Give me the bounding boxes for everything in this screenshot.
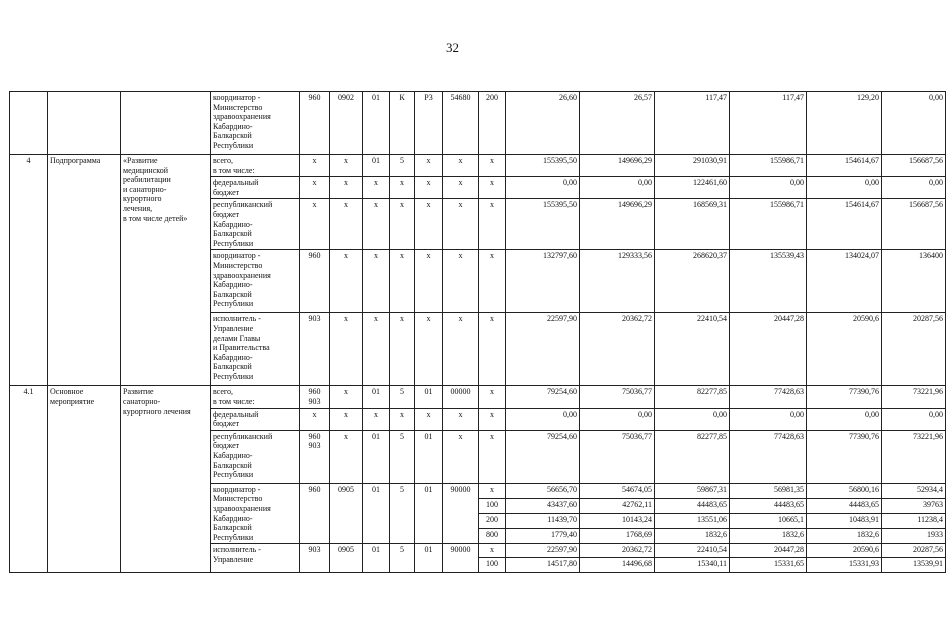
table-cell: 77428,63	[730, 386, 807, 408]
table-cell: 20590,6	[807, 544, 882, 558]
table-cell: 56656,70	[506, 483, 580, 498]
table-cell: х	[300, 177, 330, 199]
table-cell: х	[390, 250, 415, 313]
table-cell: 54674,05	[580, 483, 655, 498]
table-cell: 01	[415, 544, 443, 573]
table-cell: 155986,71	[730, 199, 807, 250]
table-cell: 90000	[443, 483, 479, 544]
table-cell: 11238,4	[882, 514, 946, 529]
table-cell: 200	[479, 514, 506, 529]
table-cell: координатор - Министерство здравоохранения Кабардино- Балкарской Республики	[211, 483, 300, 544]
table-cell: 82277,85	[655, 386, 730, 408]
table-cell: 122461,60	[655, 177, 730, 199]
table-cell: 960	[300, 483, 330, 544]
page-number: 32	[446, 40, 459, 55]
table-cell: 1779,40	[506, 529, 580, 544]
table-cell: х	[443, 313, 479, 386]
table-cell: 10143,24	[580, 514, 655, 529]
table-cell: 960 903	[300, 386, 330, 408]
table-cell: 11439,70	[506, 514, 580, 529]
table-cell: 14517,80	[506, 558, 580, 573]
table-cell: 44483,65	[807, 498, 882, 513]
table-cell: х	[479, 313, 506, 386]
table-cell: 22597,90	[506, 313, 580, 386]
table-cell: х	[479, 408, 506, 430]
table-cell	[121, 92, 211, 155]
table-cell: 149696,29	[580, 155, 655, 177]
table-cell: х	[479, 250, 506, 313]
table-cell	[48, 92, 121, 155]
table-cell: всего, в том числе:	[211, 386, 300, 408]
table-cell: Основное мероприятие	[48, 386, 121, 573]
table-row	[10, 155, 946, 177]
table-cell: 5	[390, 155, 415, 177]
table-cell: 01	[415, 386, 443, 408]
table-cell: 52934,4	[882, 483, 946, 498]
table-cell: 14496,68	[580, 558, 655, 573]
table-cell: 43437,60	[506, 498, 580, 513]
table-body	[10, 92, 946, 573]
table-cell: республиканский бюджет Кабардино- Балкарской Республики	[211, 430, 300, 483]
table-cell: 5	[390, 386, 415, 408]
table-cell: 0,00	[882, 408, 946, 430]
table-cell: 39763	[882, 498, 946, 513]
table-cell: 0,00	[506, 408, 580, 430]
table-cell: 77390,76	[807, 430, 882, 483]
table-cell: 0,00	[580, 408, 655, 430]
table-cell: 0,00	[807, 408, 882, 430]
table-cell: 136400	[882, 250, 946, 313]
table-cell: 155395,50	[506, 155, 580, 177]
table-cell: 42762,11	[580, 498, 655, 513]
table-cell: 75036,77	[580, 386, 655, 408]
table-cell: 0902	[330, 92, 363, 155]
table-cell: 129,20	[807, 92, 882, 155]
table-cell: х	[479, 544, 506, 558]
table-cell: х	[390, 313, 415, 386]
table-cell: 10483,91	[807, 514, 882, 529]
table-cell: Развитие санаторно- курортного лечения	[121, 386, 211, 573]
table-cell: всего, в том числе:	[211, 155, 300, 177]
table-cell: 56981,35	[730, 483, 807, 498]
table-cell: 0,00	[807, 177, 882, 199]
table-cell: 903	[300, 313, 330, 386]
table-cell: 1832,6	[655, 529, 730, 544]
table-cell: 00000	[443, 386, 479, 408]
table-cell: 59867,31	[655, 483, 730, 498]
table-cell: х	[415, 177, 443, 199]
table-cell: 44483,65	[730, 498, 807, 513]
table-cell: 44483,65	[655, 498, 730, 513]
table-cell: х	[443, 199, 479, 250]
table-cell: 0,00	[506, 177, 580, 199]
table-cell: 5	[390, 483, 415, 544]
table-cell: 0,00	[730, 408, 807, 430]
table-cell	[10, 92, 48, 155]
table-cell: 90000	[443, 544, 479, 573]
table-cell: 54680	[443, 92, 479, 155]
table-cell: 134024,07	[807, 250, 882, 313]
table-cell: х	[479, 430, 506, 483]
table-cell: х	[443, 430, 479, 483]
table-cell: «Развитие медицинской реабилитации и санаторно- курортного лечения, в том числе детей»	[121, 155, 211, 386]
table-cell: 100	[479, 558, 506, 573]
table-cell: х	[479, 199, 506, 250]
table-cell: 0,00	[882, 177, 946, 199]
table-cell: х	[390, 199, 415, 250]
table-cell: 20287,56	[882, 544, 946, 558]
table-cell: 960	[300, 92, 330, 155]
table-cell: 154614,67	[807, 155, 882, 177]
table-cell: х	[479, 155, 506, 177]
table-cell: 168569,31	[655, 199, 730, 250]
table-cell: 800	[479, 529, 506, 544]
table-cell: 0,00	[655, 408, 730, 430]
table-cell: 268620,37	[655, 250, 730, 313]
table-cell: х	[443, 250, 479, 313]
table-cell: 01	[363, 483, 390, 544]
table-cell: 903	[300, 544, 330, 573]
table-cell: 129333,56	[580, 250, 655, 313]
table-cell: х	[443, 177, 479, 199]
table-cell: 22597,90	[506, 544, 580, 558]
table-cell: 155986,71	[730, 155, 807, 177]
table-cell: 117,47	[655, 92, 730, 155]
table-cell: 100	[479, 498, 506, 513]
budget-table	[9, 91, 946, 573]
table-cell: 77390,76	[807, 386, 882, 408]
table-cell: х	[415, 155, 443, 177]
table-cell: 73221,96	[882, 430, 946, 483]
table-cell: х	[363, 250, 390, 313]
table-cell: 155395,50	[506, 199, 580, 250]
table-cell: 73221,96	[882, 386, 946, 408]
table-cell: 1768,69	[580, 529, 655, 544]
table-row	[10, 92, 946, 155]
table-cell: 0,00	[730, 177, 807, 199]
table-cell: 56800,16	[807, 483, 882, 498]
table-cell: 20447,28	[730, 313, 807, 386]
table-cell: 0905	[330, 483, 363, 544]
table-cell: 79254,60	[506, 430, 580, 483]
table-cell: 26,57	[580, 92, 655, 155]
table-cell: 75036,77	[580, 430, 655, 483]
table-cell: 15331,93	[807, 558, 882, 573]
table-cell: х	[363, 408, 390, 430]
table-cell: 15331,65	[730, 558, 807, 573]
table-cell: 0905	[330, 544, 363, 573]
table-cell: 20447,28	[730, 544, 807, 558]
table-cell: х	[300, 199, 330, 250]
table-cell: х	[443, 155, 479, 177]
table-cell: 77428,63	[730, 430, 807, 483]
table-cell: х	[479, 177, 506, 199]
table-cell: 1832,6	[807, 529, 882, 544]
table-cell: координатор - Министерство здравоохранения Кабардино- Балкарской Республики	[211, 92, 300, 155]
table-cell: х	[443, 408, 479, 430]
table-cell: 20590,6	[807, 313, 882, 386]
table-cell: х	[330, 199, 363, 250]
table-cell: х	[363, 199, 390, 250]
table-cell: 20287,56	[882, 313, 946, 386]
table-cell: 4.1	[10, 386, 48, 573]
table-cell: х	[330, 386, 363, 408]
table-cell: х	[363, 177, 390, 199]
table-cell: 82277,85	[655, 430, 730, 483]
table-cell: Подпрограмма	[48, 155, 121, 386]
table-cell: 01	[363, 430, 390, 483]
table-cell: 01	[415, 483, 443, 544]
table-cell: х	[330, 313, 363, 386]
table-cell: 01	[363, 386, 390, 408]
table-cell: 01	[363, 155, 390, 177]
table-cell: х	[415, 199, 443, 250]
table-cell: 154614,67	[807, 199, 882, 250]
table-cell: х	[363, 313, 390, 386]
table-cell: исполнитель - Управление делами Главы и Правительства Кабардино- Балкарской Республики	[211, 313, 300, 386]
table-cell: 960	[300, 250, 330, 313]
table-cell: 01	[363, 92, 390, 155]
table-cell: х	[300, 155, 330, 177]
table-cell: х	[300, 408, 330, 430]
table-cell: 13539,91	[882, 558, 946, 573]
table-cell: 20362,72	[580, 313, 655, 386]
table-cell: 117,47	[730, 92, 807, 155]
table-cell: 22410,54	[655, 313, 730, 386]
table-cell: координатор - Министерство здравоохранения Кабардино- Балкарской Республики	[211, 250, 300, 313]
table-cell: х	[390, 408, 415, 430]
table-cell: Р3	[415, 92, 443, 155]
table-cell: республиканский бюджет Кабардино- Балкарской Республики	[211, 199, 300, 250]
table-cell: 4	[10, 155, 48, 386]
table-cell: 1832,6	[730, 529, 807, 544]
table-cell: х	[330, 177, 363, 199]
table-cell: 0,00	[882, 92, 946, 155]
table-cell: 200	[479, 92, 506, 155]
table-cell: х	[479, 386, 506, 408]
table-cell: 15340,11	[655, 558, 730, 573]
table-cell: х	[330, 408, 363, 430]
table-row	[10, 386, 946, 408]
table-cell: исполнитель - Управление	[211, 544, 300, 573]
table-cell: х	[415, 250, 443, 313]
table-cell: К	[390, 92, 415, 155]
table-cell: федеральный бюджет	[211, 408, 300, 430]
table-cell: 5	[390, 430, 415, 483]
table-cell: 22410,54	[655, 544, 730, 558]
table-cell: 79254,60	[506, 386, 580, 408]
table-cell: х	[390, 177, 415, 199]
table-cell: 13551,06	[655, 514, 730, 529]
table-cell: 26,60	[506, 92, 580, 155]
table-cell: 20362,72	[580, 544, 655, 558]
table-cell: 291030,91	[655, 155, 730, 177]
table-cell: 10665,1	[730, 514, 807, 529]
table-cell: х	[330, 155, 363, 177]
table-cell: 01	[415, 430, 443, 483]
table-cell: х	[415, 313, 443, 386]
table-cell: х	[330, 250, 363, 313]
table-cell: 960 903	[300, 430, 330, 483]
table-cell: х	[415, 408, 443, 430]
table-cell: 156687,56	[882, 199, 946, 250]
table-cell: 0,00	[580, 177, 655, 199]
table-cell: х	[330, 430, 363, 483]
table-cell: федеральный бюджет	[211, 177, 300, 199]
table-cell: 135539,43	[730, 250, 807, 313]
table-cell: х	[479, 483, 506, 498]
table-cell: 5	[390, 544, 415, 573]
table-cell: 156687,56	[882, 155, 946, 177]
table-cell: 1933	[882, 529, 946, 544]
table-cell: 01	[363, 544, 390, 573]
table-cell: 132797,60	[506, 250, 580, 313]
table-cell: 149696,29	[580, 199, 655, 250]
